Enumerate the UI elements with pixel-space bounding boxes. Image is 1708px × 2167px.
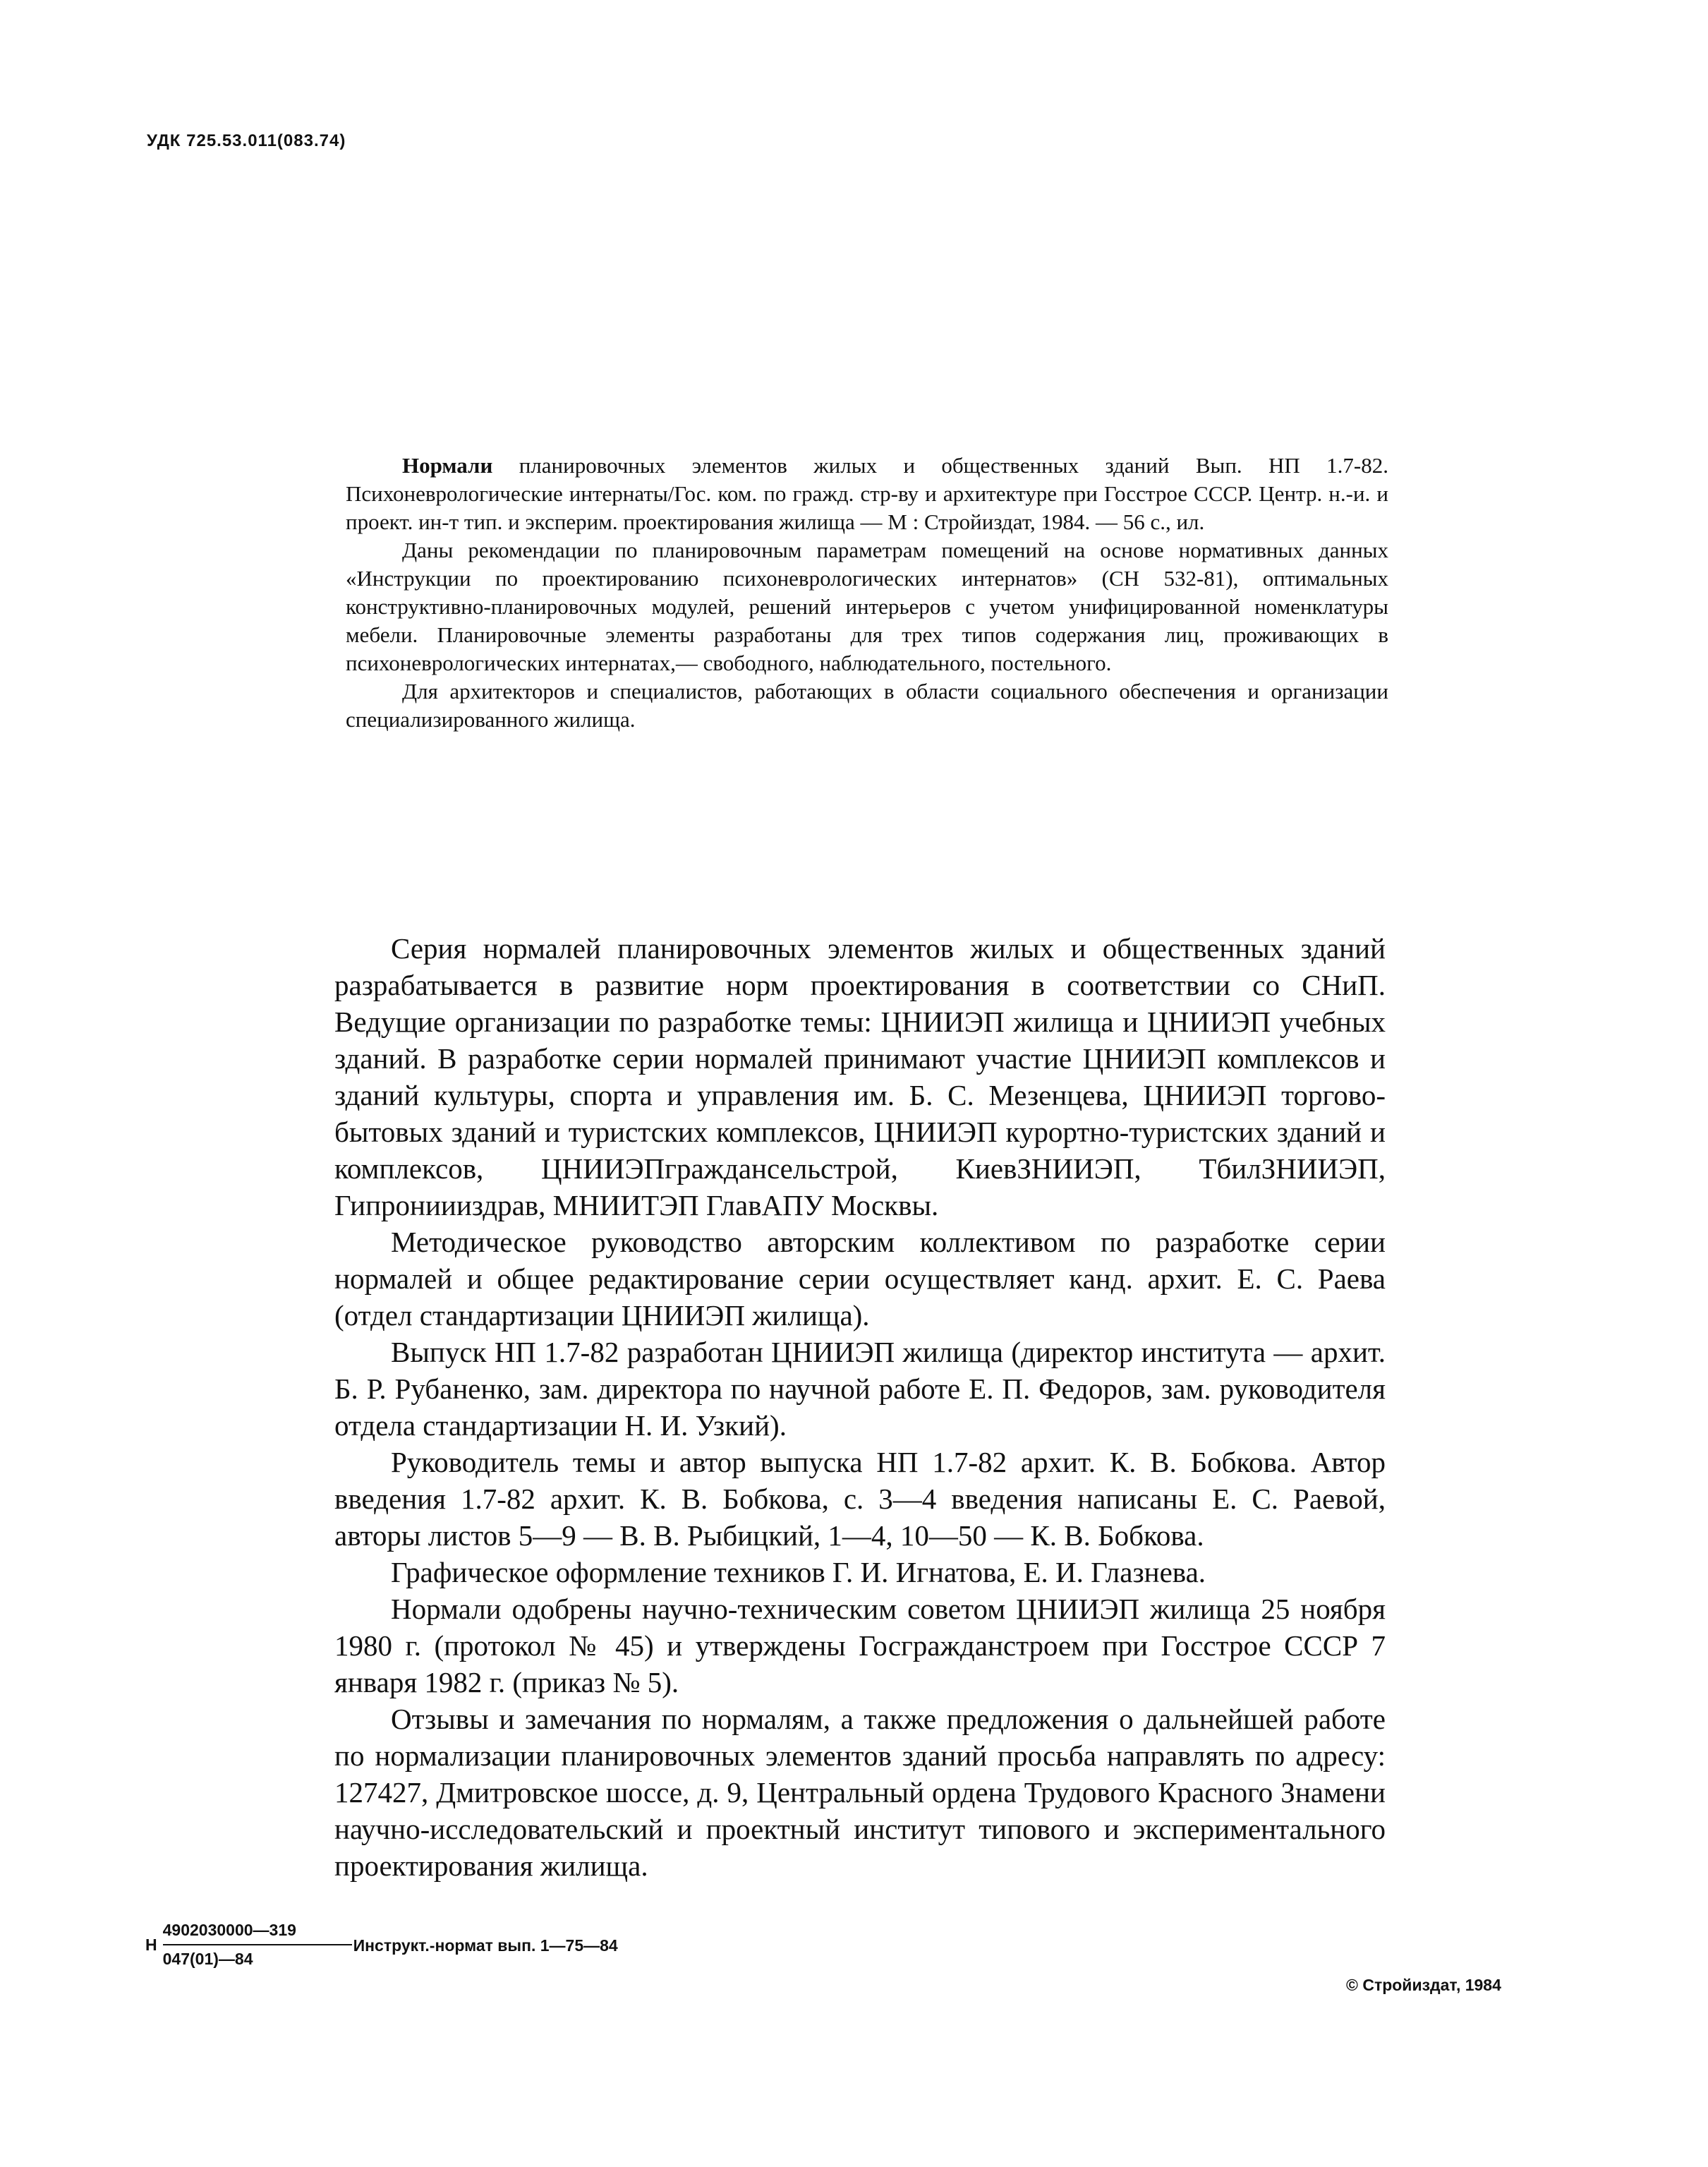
intro-paragraph-series: Серия нормалей планировочных элементов жилых и общественных зданий разрабатывается в развитие норм проектирования в соответствии со СНиП. Ведущие организации по разработке темы: ЦНИИЭП жилища и ЦНИИЭП учебных зданий. В разработке серии нормалей принимают участие ЦНИИЭП комплексов и зданий культуры, спорта и управления им. Б. С. Мезенцева, ЦНИИЭП торгово-бытовых зданий и туристских комплексов, ЦНИИЭП курортно-туристских зданий и комплексов, ЦНИИЭПграждансельстрой, КиевЗНИИЭП, ТбилЗНИИЭП, Гипрониииздрав, МНИИТЭП ГлавАПУ Москвы. (334, 932, 1386, 1221)
intro-paragraph-developer: Выпуск НП 1.7-82 разработан ЦНИИЭП жилища (директор института — архит. Б. Р. Рубаненко, зам. директора по научной работе Е. П. Федоров, зам. руководителя отдела стандартизации Н. И. Узкий). (334, 1336, 1386, 1442)
intro-paragraph-feedback: Отзывы и замечания по нормалям, а также предложения о дальнейшей работе по нормализации планировочных элементов зданий просьба направлять по адресу: 127427, Дмитровское шоссе, д. 9, Центральный ордена Трудового Красного Знамени научно-исследовательский и проектный институт типового и экспериментального проектирования жилища. (334, 1703, 1386, 1882)
intro-paragraph-authors: Руководитель темы и автор выпуска НП 1.7-82 архит. К. В. Бобкова. Автор введения 1.7-82 архит. К. В. Бобкова, с. 3—4 введения написаны Е. С. Раевой, авторы листов 5—9 — В. В. Рыбицкий, 1—4, 10—50 — К. В. Бобкова. (334, 1446, 1386, 1552)
abstract-paragraph-citation (346, 452, 1388, 536)
abstract-citation-text: планировочных элементов жилых и общественных зданий Вып. НП 1.7-82. Психоневрологические интернаты/Гос. ком. по гражд. стр-ву и архитектуре при Госстрое СССР. Центр. н.-и. и проект. ин-т тип. и эксперим. проектирования жилища — М : Стройиздат, 1984. — 56 с., ил. (346, 453, 1388, 534)
imprint-numerator: 4902030000—319 (163, 1921, 352, 1945)
intro-paragraph-graphics: Графическое оформление техников Г. И. Игнатова, Е. И. Глазнева. (391, 1556, 1206, 1588)
imprint-fraction (163, 1921, 352, 1969)
intro-paragraph-approval: Нормали одобрены научно-техническим советом ЦНИИЭП жилища 25 ноября 1980 г. (протокол № 45) и утверждены Госгражданстроем при Госстрое СССР 7 января 1982 г. (приказ № 5). (334, 1593, 1386, 1698)
abstract-paragraph-summary: Даны рекомендации по планировочным параметрам помещений на основе нормативных данных «Инструкции по проектированию психоневрологических интернатов» (СН 532-81), оптимальных конструктивно-планировочных модулей, решений интерьеров с учетом унифицированной номенклатуры мебели. Планировочные элементы разработаны для трех типов содержания лиц, проживающих в психоневрологических интернатах,— свободного, наблюдательного, постельного. (346, 538, 1388, 675)
imprint-denominator: 047(01)—84 (162, 1950, 253, 1968)
imprint-note: Инструкт.-нормат вып. 1—75—84 (353, 1936, 618, 1955)
abstract-lead-word: Нормали (402, 453, 493, 478)
udk-code: УДК 725.53.011(083.74) (147, 131, 346, 150)
abstract-paragraph-audience: Для архитекторов и специалистов, работающих в области социального обеспечения и организации специализированного жилища. (346, 679, 1388, 732)
introduction-text (334, 930, 1386, 1884)
copyright-notice: © Стройиздат, 1984 (1346, 1976, 1501, 1994)
publication-imprint (145, 1921, 618, 1969)
imprint-letter: Н (145, 1935, 157, 1954)
bibliographic-abstract (346, 452, 1388, 734)
intro-paragraph-guidance: Методическое руководство авторским коллективом по разработке серии нормалей и общее редактирование серии осуществляет канд. архит. Е. С. Раева (отдел стандартизации ЦНИИЭП жилища). (334, 1226, 1386, 1332)
